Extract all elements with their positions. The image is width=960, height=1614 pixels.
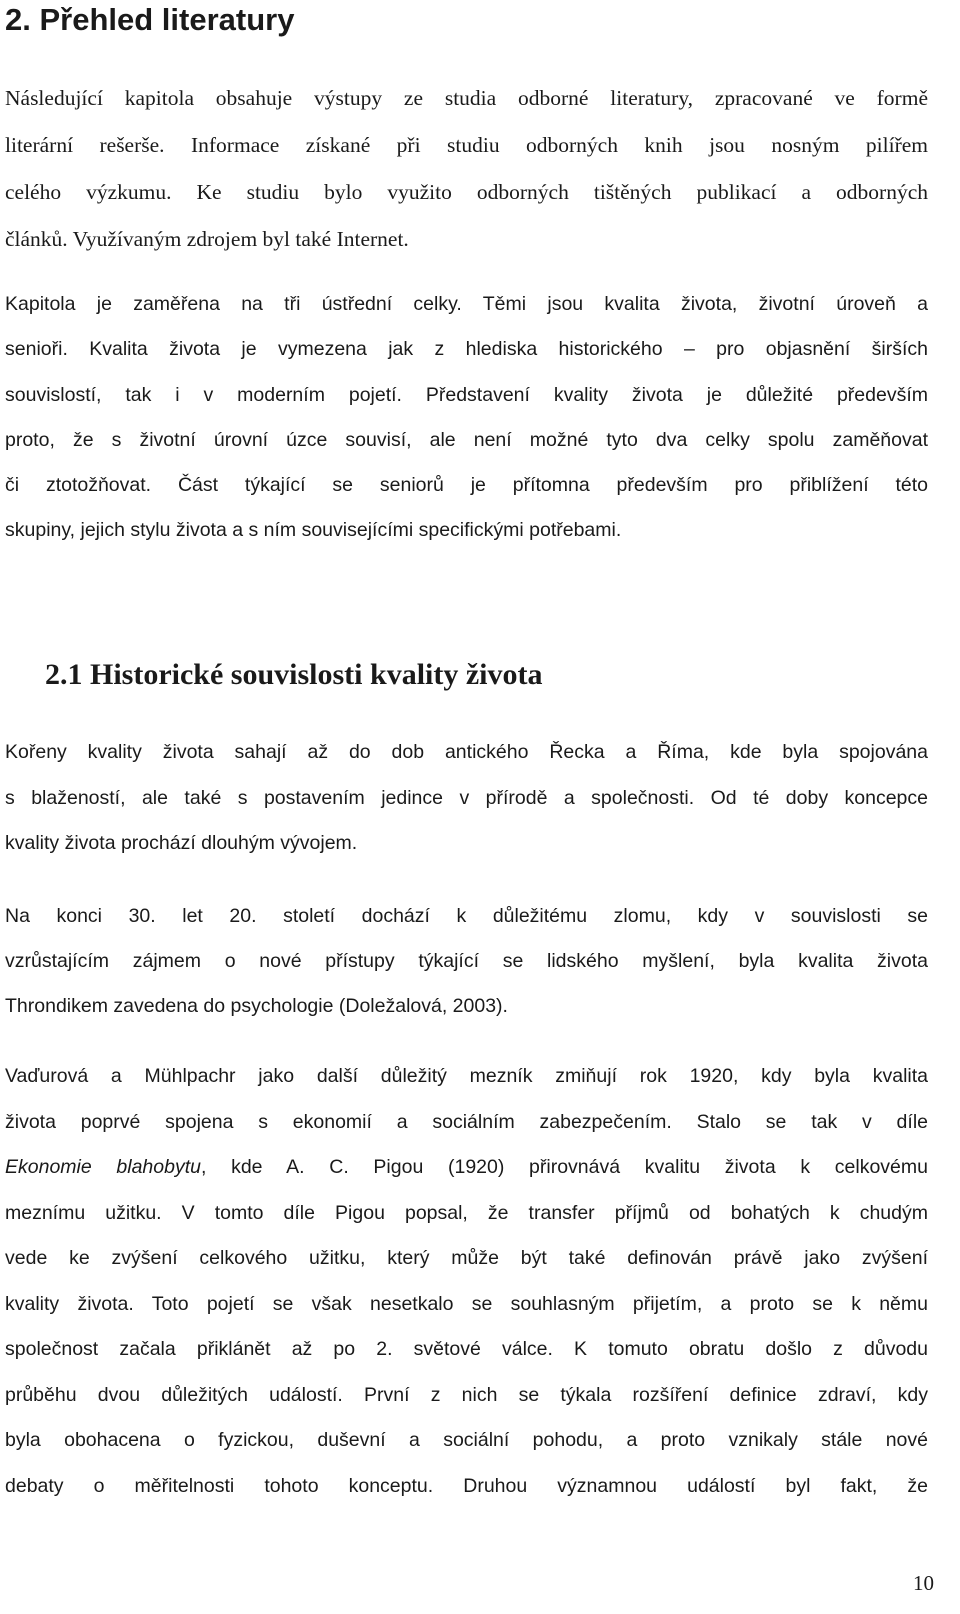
page-number: 10 [913, 1571, 934, 1595]
thirties-paragraph [5, 894, 928, 1029]
text-line: senioři. Kvalita života je vymezena jak z hlediska historického – pro objasnění širších [5, 338, 928, 361]
text-line: či ztotožňovat. Část týkající se seniorů je přítomna především pro přiblížení této [5, 474, 928, 497]
text-line: literární rešerše. Informace získané při studiu odborných knih jsou nosným pilířem [5, 133, 928, 157]
text-line: souvislostí, tak i v moderním pojetí. Představení kvality života je důležité především [5, 383, 928, 406]
text-line: kvality života prochází dlouhým vývojem. [5, 832, 358, 854]
text-line: skupiny, jejich stylu života a s ním souvisejícími specifickými potřebami. [5, 519, 622, 542]
pigou-paragraph [5, 1054, 928, 1509]
text-line: meznímu užitku. V tomto díle Pigou popsal, že transfer příjmů od bohatých k chudým [5, 1201, 928, 1224]
chapter-outline-paragraph [5, 282, 928, 554]
text-line: průběhu dvou důležitých událostí. První z nich se týkala rozšíření definice zdraví, kdy [5, 1383, 928, 1406]
text-line: Kapitola je zaměřena na tři ústřední celky. Těmi jsou kvalita života, životní úroveň a [5, 293, 928, 315]
text-line: vzrůstajícím zájmem o nové přístupy týkající se lidského myšlení, byla kvalita života [5, 950, 928, 972]
text-line: Throndikem zavedena do psychologie (Doležalová, 2003). [5, 995, 508, 1017]
text-line: s blažeností, ale také s postavením jedince v přírodě a společnosti. Od té doby koncepce [5, 786, 928, 809]
text-line: Následující kapitola obsahuje výstupy ze studia odborné literatury, zpracované ve formě [5, 86, 928, 110]
book-title: Ekonomie blahobytu [5, 1156, 201, 1178]
roots-paragraph [5, 730, 928, 867]
text-line: debaty o měřitelnosti tohoto konceptu. Druhou významnou událostí byl fakt, že [5, 1474, 928, 1497]
text-line: Na konci 30. let 20. století dochází k důležitému zlomu, kdy v souvislosti se [5, 905, 928, 927]
text-line: Kořeny kvality života sahají až do dob antického Řecka a Říma, kde byla spojována [5, 741, 928, 763]
text-line: byla obohacena o fyzickou, duševní a sociální pohodu, a proto vznikaly stále nové [5, 1429, 928, 1451]
text-line: kvality života. Toto pojetí se však nesetkalo se souhlasným přijetím, a proto se k němu [5, 1292, 928, 1315]
intro-paragraph [5, 75, 928, 263]
chapter-heading: 2. Přehled literatury [5, 2, 295, 37]
text-line: života poprvé spojena s ekonomií a sociálním zabezpečením. Stalo se tak v díle [5, 1110, 928, 1133]
text-fragment: , kde A. C. Pigou (1920) přirovnává kvalitu života k celkovému [200, 1156, 928, 1178]
text-line: celého výzkumu. Ke studiu bylo využito odborných tištěných publikací a odborných [5, 180, 928, 204]
text-line-with-title [5, 1145, 928, 1191]
section-heading: 2.1 Historické souvislosti kvality života [45, 658, 543, 691]
text-line: proto, že s životní úrovní úzce souvisí, ale není možné tyto dva celky spolu zaměňovat [5, 428, 928, 451]
text-line: článků. Využívaným zdrojem byl také Internet. [5, 227, 409, 251]
text-line: vede ke zvýšení celkového užitku, který může být také definován právě jako zvýšení [5, 1247, 928, 1269]
text-line: společnost začala přiklánět až po 2. světové válce. K tomuto obratu došlo z důvodu [5, 1338, 928, 1360]
text-line: Vaďurová a Mühlpachr jako další důležitý mezník zmiňují rok 1920, kdy byla kvalita [5, 1065, 928, 1087]
